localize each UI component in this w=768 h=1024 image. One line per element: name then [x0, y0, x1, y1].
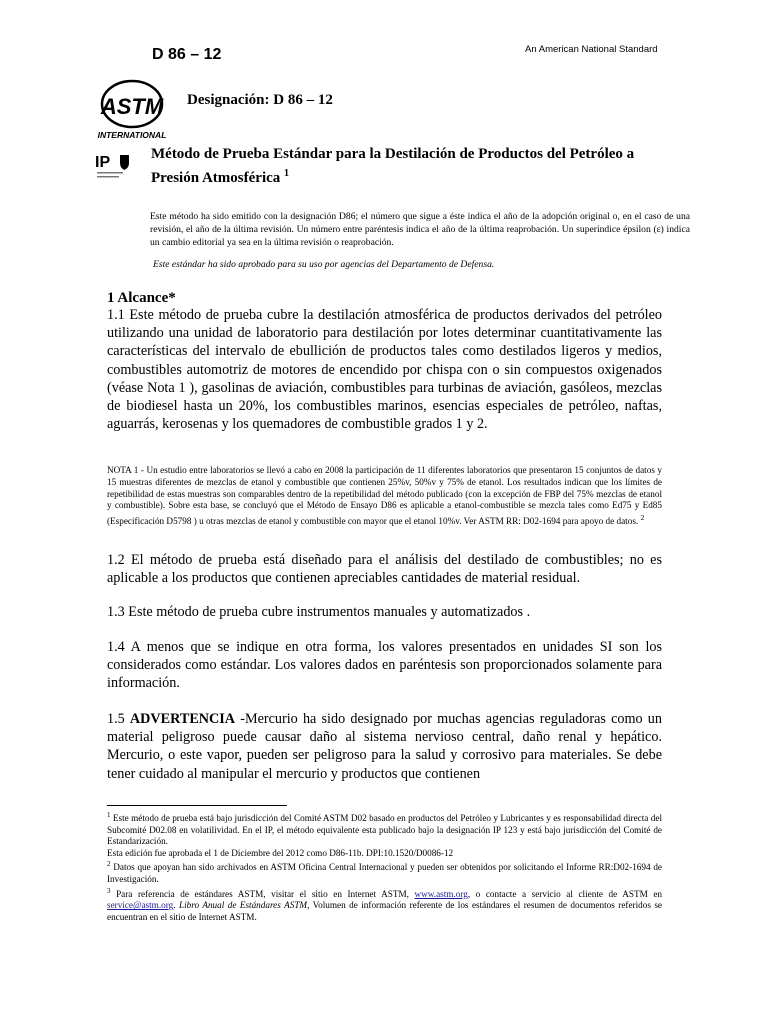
ip-logo [95, 150, 135, 184]
section-heading: 1 Alcance* [107, 290, 176, 306]
footnotes [107, 810, 662, 924]
standard-label: An American National Standard [525, 44, 658, 55]
paragraph-1-5: 1.5 ADVERTENCIA -Mercurio ha sido designado por muchas agencias reguladoras como un material peligroso puede causar daño al sistema nervioso central, daño renal y hepático. Mercurio, o este vapor, pueden ser peligroso para la salud y corrosivo para materiales. Se debe tener cuidado al manipular el mercurio y productos que contienen [107, 711, 662, 782]
designation: Designación: D 86 – 12 [187, 92, 333, 108]
paragraph-1-4: 1.4 A menos que se indique en otra forma, los valores presentados en unidades SI son los considerados como estándar. Los valores dados en paréntesis son proporcionados solamente para información. [107, 639, 662, 692]
footnote-1-edition: Esta edición fue aprobada el 1 de Diciembre del 2012 como D86-11b. DPI:10.1520/D0086-12 [107, 847, 454, 858]
paragraph-1-3: 1.3 Este método de prueba cubre instrumentos manuales y automatizados . [107, 604, 531, 620]
note-1: NOTA 1 - Un estudio entre laboratorios se llevó a cabo en 2008 la participación de 11 diferentes laboratorios que presentaron 15 conjuntos de datos y 15 muestras diferentes de mezclas de etanol y combustible que contienen 25%v, 50%v y 75% de etanol. Los resultados indican que los límites de repetibilidad de estas muestras son comparables dentro de la repetibilidad del método publicado (con la excepción de FBP del 75% mezclas de etanol y combustible). Sobre esta base, se concluyó que el Método de Ensayo D86 es aplicable a etanol-combustible se mezcla tales como Ed75 y Ed85 (Especificación D5798 ) u otras mezclas de etanol y combustible con mayor que el etanol 10%v. Ver ASTM RR: D02-1694 para apoyo de datos. $^2$ [107, 465, 662, 527]
approval-note: Este estándar ha sido aprobado para su uso por agencias del Departamento de Defensa. [153, 259, 495, 270]
footnote-1: $^1$ Este método de prueba está bajo jurisdicción del Comité ASTM D02 basado en productos del Petróleo y Lubricantes y es responsabilidad directa del Subcomité D02.08 en volatilividad. En el IP, el método equivalente esta publicado bajo la designación IP 123 y está bajo jurisdicción del Comité de Estandarización. [107, 811, 662, 847]
ip-logo-text: IP [95, 154, 111, 171]
astm-service-email-link[interactable]: service@astm.org [107, 900, 174, 911]
warning-label: ADVERTENCIA [129, 711, 236, 727]
paragraph-1-2: 1.2 El método de prueba está diseñado para el análisis del destilado de combustibles; no es aplicable a los productos que contienen apreciables cantidades de material residual. [107, 552, 662, 587]
astm-logo [97, 78, 167, 142]
astm-logo-subtext: INTERNATIONAL [97, 130, 167, 140]
document-title: Método de Prueba Estándar para la Destilación de Productos del Petróleo a Presión Atmosférica $^1$ [151, 146, 635, 186]
astm-logo-text: ASTM [100, 94, 164, 119]
document-code: D 86 – 12 [152, 46, 222, 63]
paragraph-1-1: 1.1 Este método de prueba cubre la destilación atmosférica de productos derivados del petróleo utilizando una unidad de laboratorio para destilación por lotes determinar cuantitativamente las características del intervalo de ebullición de productos tales como destilados ligeros y medios, combustibles automotriz de motores de encendido por chispa con o sin compuestos oxigenados (véase Nota 1 ), gasolinas de aviación, combustibles para turbinas de aviación, gasóleos, mezclas de biodiesel hasta un 20%, los combustibles marinos, esencias especiales de petróleo, naftas, aguarrás, kerosenas y los quemadores de combustible grados 1 y 2. [107, 307, 662, 433]
footnote-2: $^2$ Datos que apoyan han sido archivados en ASTM Oficina Central Internacional y pueden ser obtenidos por solicitando el Informe RR:D02-1694 de Investigación. [107, 860, 663, 885]
title-footnote-ref: 1 [284, 168, 290, 179]
issuance-note: Este método ha sido emitido con la designación D86; el número que sigue a éste indica el año de la adopción original o, en el caso de una revisión, el año de la última revisión. Un número entre paréntesis indica el año de la última reaprobación. Un superíndice épsilon (ε) indica un cambio editorial ya sea en la última revisión o reaprobación. [150, 211, 690, 249]
astm-website-link[interactable]: www.astm.org [414, 888, 468, 899]
footnote-divider [107, 805, 287, 806]
footnote-3: $^3$ Para referencia de estándares ASTM, visitar el sitio en Internet ASTM, www.astm.org, o contacte a servicio al cliente de ASTM en service@astm.org. Libro Anual de Estándares ASTM, Volumen de información referente de los estándares el resumen de documentos referidos se encuentran en el sitio de Internet ASTM. [107, 886, 663, 922]
note-footnote-ref: 2 [640, 513, 645, 523]
